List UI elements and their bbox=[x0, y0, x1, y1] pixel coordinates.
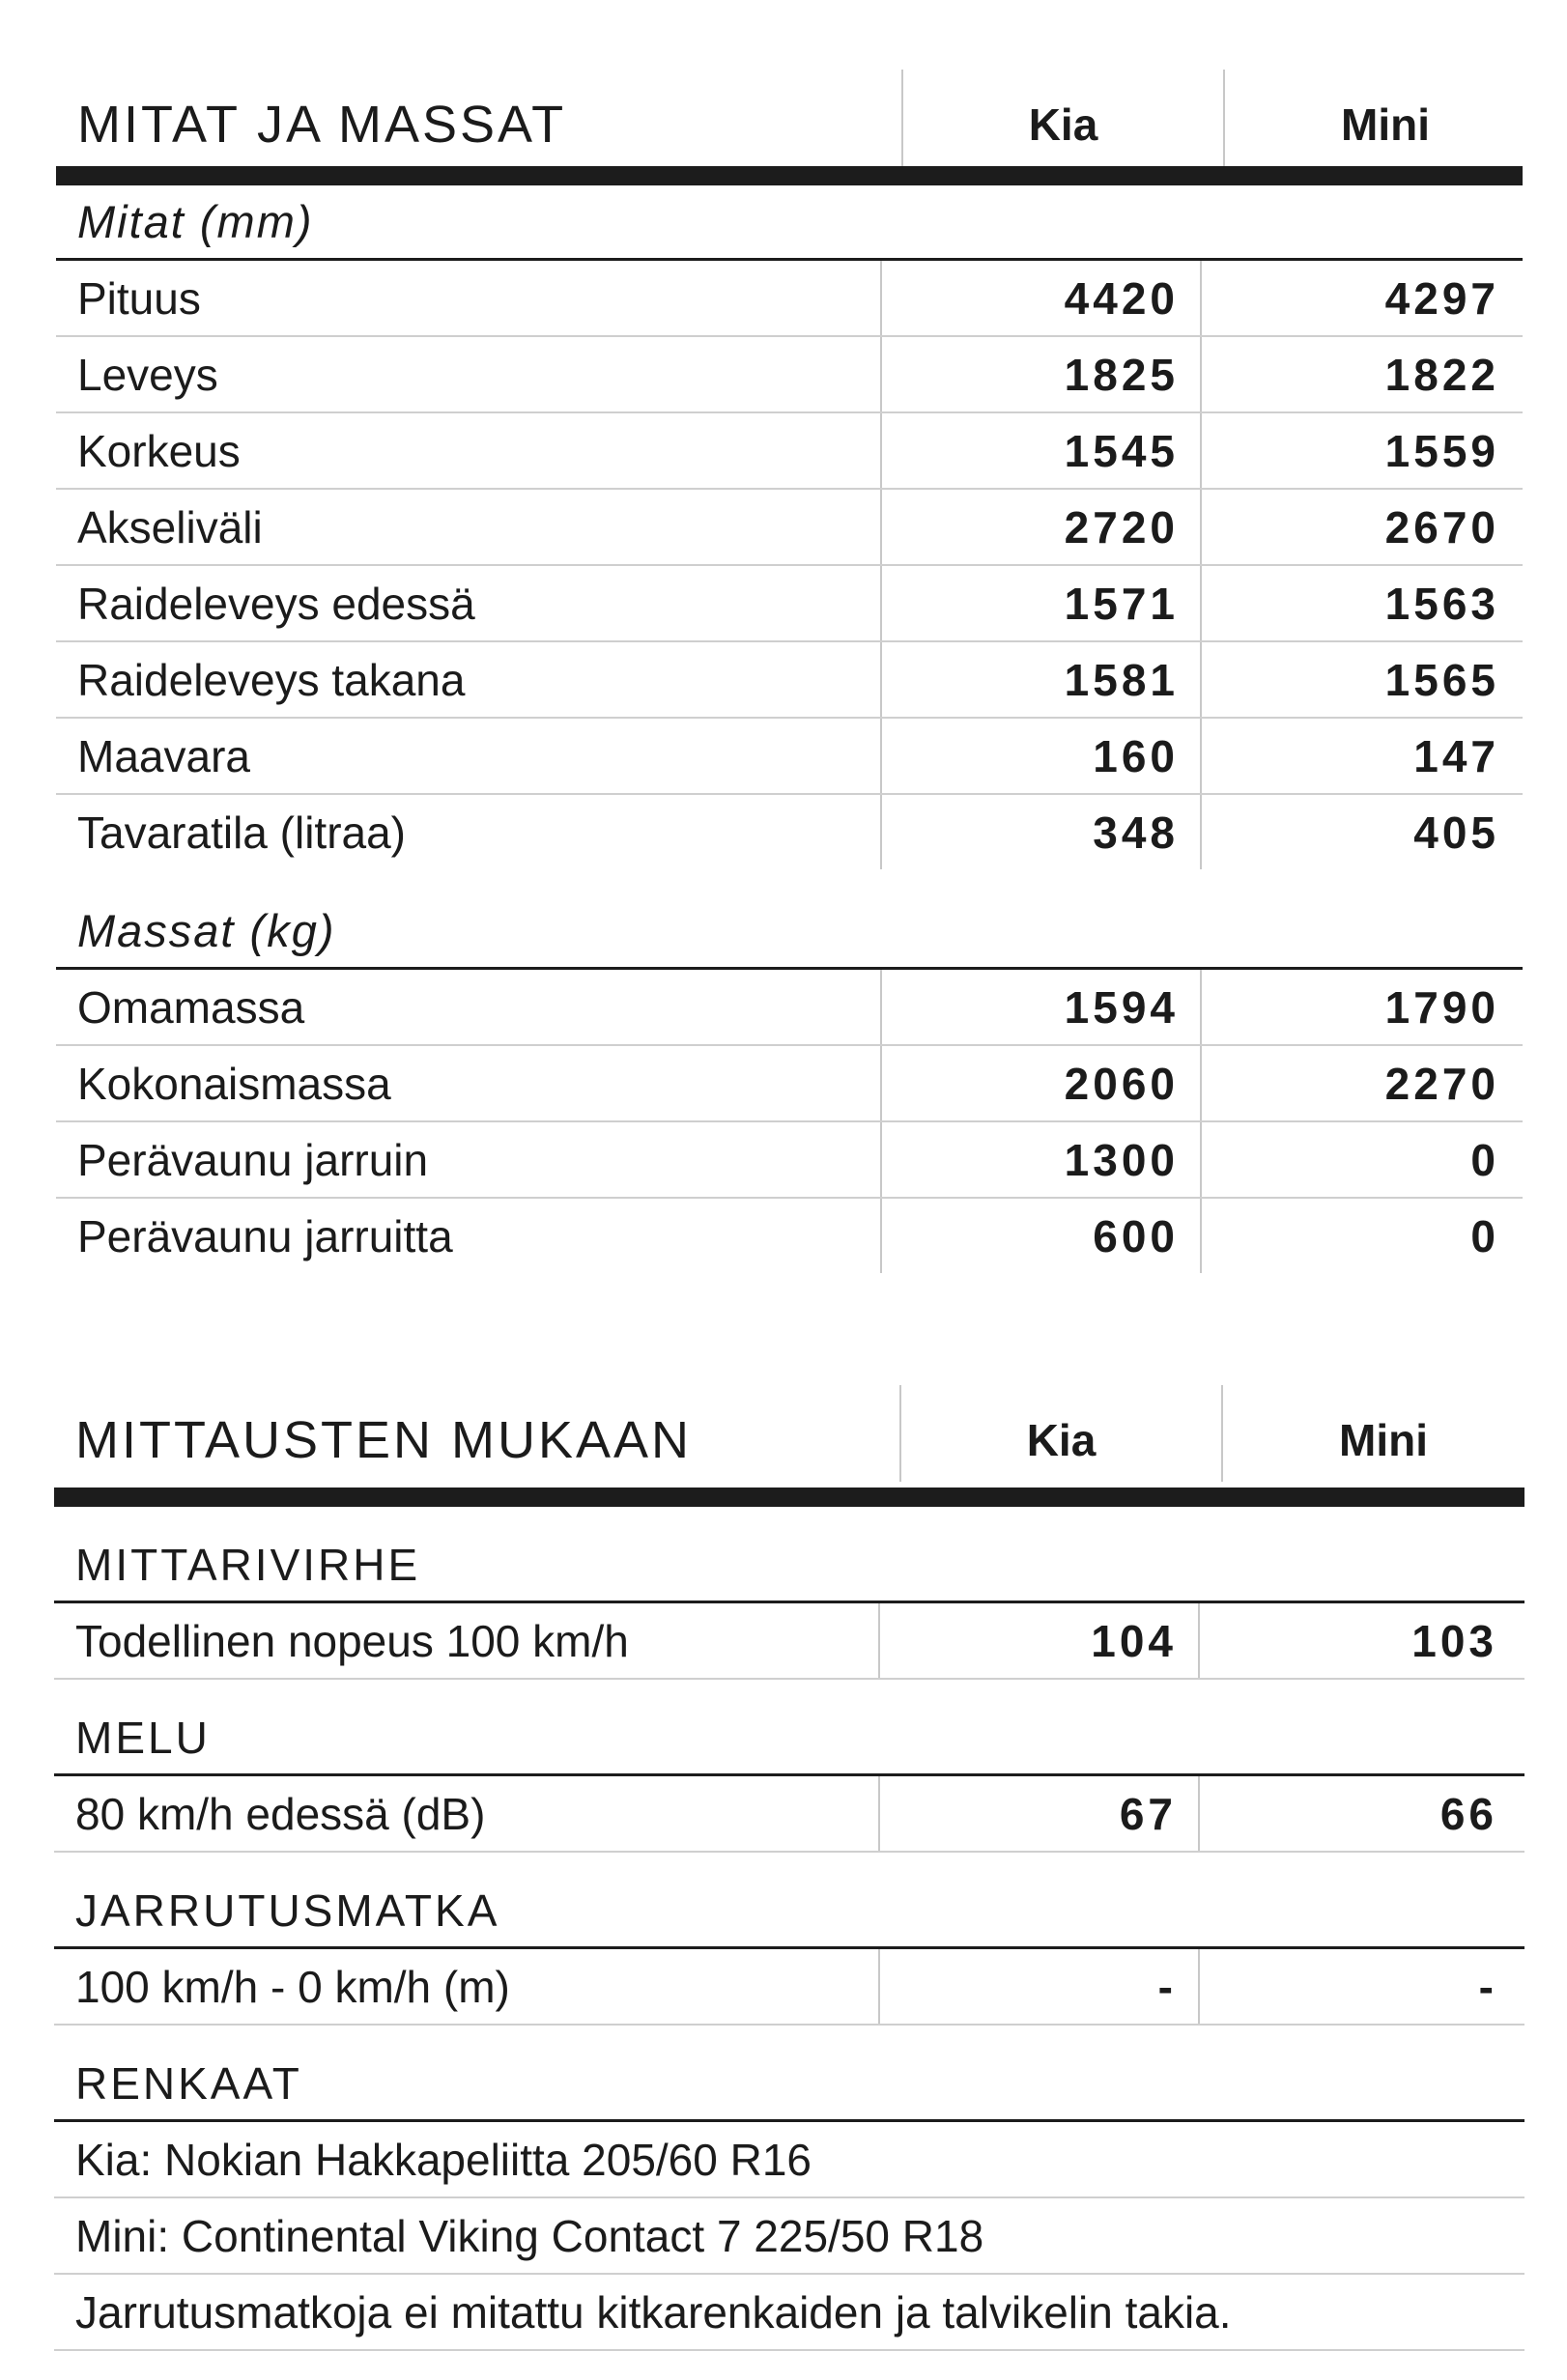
header-divider bbox=[56, 166, 1523, 185]
table-row bbox=[56, 970, 1523, 1046]
dimensions-title: MITAT JA MASSAT bbox=[77, 96, 567, 154]
row-label: Korkeus bbox=[77, 425, 241, 476]
section-label-mittarivirhe: MITTARIVIRHE bbox=[54, 1507, 1524, 1603]
value-mini: 4297 bbox=[1200, 261, 1521, 335]
value-kia: 2720 bbox=[880, 490, 1200, 564]
table-row bbox=[54, 1949, 1524, 2026]
value-kia: 1545 bbox=[880, 413, 1200, 488]
header-divider bbox=[54, 1488, 1524, 1507]
row-label: Maavara bbox=[77, 730, 250, 781]
table-row bbox=[56, 719, 1523, 795]
table-row bbox=[56, 1046, 1523, 1122]
row-label: Perävaunu jarruin bbox=[77, 1134, 429, 1185]
section-label-massat: Massat (kg) bbox=[56, 869, 1523, 970]
row-label: Leveys bbox=[77, 349, 218, 400]
value-mini: - bbox=[1198, 1949, 1519, 2024]
dimensions-table bbox=[56, 70, 1523, 1273]
section-label-melu: MELU bbox=[54, 1680, 1524, 1776]
value-mini: 405 bbox=[1200, 795, 1521, 869]
list-item bbox=[54, 2122, 1524, 2198]
row-label: Todellinen nopeus 100 km/h bbox=[75, 1615, 629, 1666]
row-label: 100 km/h - 0 km/h (m) bbox=[75, 1961, 510, 2012]
row-label: Kokonaismassa bbox=[77, 1058, 391, 1109]
value-kia: 1581 bbox=[880, 642, 1200, 717]
row-label: Tavaratila (litraa) bbox=[77, 807, 406, 858]
table-row bbox=[56, 1199, 1523, 1273]
table-row bbox=[56, 1122, 1523, 1199]
value-mini: 0 bbox=[1200, 1122, 1521, 1197]
column-header-kia: Kia bbox=[901, 70, 1223, 166]
value-kia: 67 bbox=[878, 1776, 1198, 1851]
tire-line-mini: Mini: Continental Viking Contact 7 225/50 R18 bbox=[75, 2210, 984, 2261]
table-row bbox=[56, 795, 1523, 869]
value-mini: 2270 bbox=[1200, 1046, 1521, 1120]
value-kia: 1571 bbox=[880, 566, 1200, 640]
value-kia: 4420 bbox=[880, 261, 1200, 335]
table-row bbox=[56, 566, 1523, 642]
column-header-mini: Mini bbox=[1221, 1385, 1544, 1482]
value-mini: 1563 bbox=[1200, 566, 1521, 640]
value-kia: 1825 bbox=[880, 337, 1200, 411]
table-row bbox=[56, 490, 1523, 566]
list-item bbox=[54, 2275, 1524, 2351]
value-kia: 600 bbox=[880, 1199, 1200, 1273]
value-mini: 2670 bbox=[1200, 490, 1521, 564]
tire-line-kia: Kia: Nokian Hakkapeliitta 205/60 R16 bbox=[75, 2134, 812, 2185]
column-header-kia: Kia bbox=[899, 1385, 1221, 1482]
table-row bbox=[54, 1776, 1524, 1853]
value-mini: 1559 bbox=[1200, 413, 1521, 488]
value-kia: 160 bbox=[880, 719, 1200, 793]
value-kia: 104 bbox=[878, 1603, 1198, 1678]
section-label-mitat: Mitat (mm) bbox=[56, 185, 1523, 261]
measurements-header bbox=[54, 1385, 1524, 1482]
value-mini: 1822 bbox=[1200, 337, 1521, 411]
value-mini: 103 bbox=[1198, 1603, 1519, 1678]
value-kia: 348 bbox=[880, 795, 1200, 869]
value-mini: 66 bbox=[1198, 1776, 1519, 1851]
value-mini: 147 bbox=[1200, 719, 1521, 793]
measurements-table bbox=[54, 1385, 1524, 2351]
column-header-mini: Mini bbox=[1223, 70, 1546, 166]
measurements-title: MITTAUSTEN MUKAAN bbox=[75, 1411, 693, 1469]
section-label-renkaat: RENKAAT bbox=[54, 2026, 1524, 2122]
value-kia: 2060 bbox=[880, 1046, 1200, 1120]
row-label: Raideleveys edessä bbox=[77, 578, 475, 629]
row-label: Akseliväli bbox=[77, 501, 263, 552]
value-kia: - bbox=[878, 1949, 1198, 2024]
row-label: Perävaunu jarruitta bbox=[77, 1210, 453, 1261]
table-row bbox=[56, 261, 1523, 337]
value-mini: 0 bbox=[1200, 1199, 1521, 1273]
table-row bbox=[56, 337, 1523, 413]
table-row bbox=[56, 642, 1523, 719]
row-label: Omamassa bbox=[77, 981, 305, 1033]
tire-note: Jarrutusmatkoja ei mitattu kitkarenkaiden ja talvikelin takia. bbox=[75, 2286, 1232, 2338]
row-label: 80 km/h edessä (dB) bbox=[75, 1788, 486, 1839]
section-label-jarrutusmatka: JARRUTUSMATKA bbox=[54, 1853, 1524, 1949]
value-mini: 1790 bbox=[1200, 970, 1521, 1044]
value-mini: 1565 bbox=[1200, 642, 1521, 717]
list-item bbox=[54, 2198, 1524, 2275]
table-row bbox=[56, 413, 1523, 490]
value-kia: 1594 bbox=[880, 970, 1200, 1044]
row-label: Raideleveys takana bbox=[77, 654, 466, 705]
row-label: Pituus bbox=[77, 272, 201, 324]
table-row bbox=[54, 1603, 1524, 1680]
dimensions-header bbox=[56, 70, 1523, 166]
value-kia: 1300 bbox=[880, 1122, 1200, 1197]
